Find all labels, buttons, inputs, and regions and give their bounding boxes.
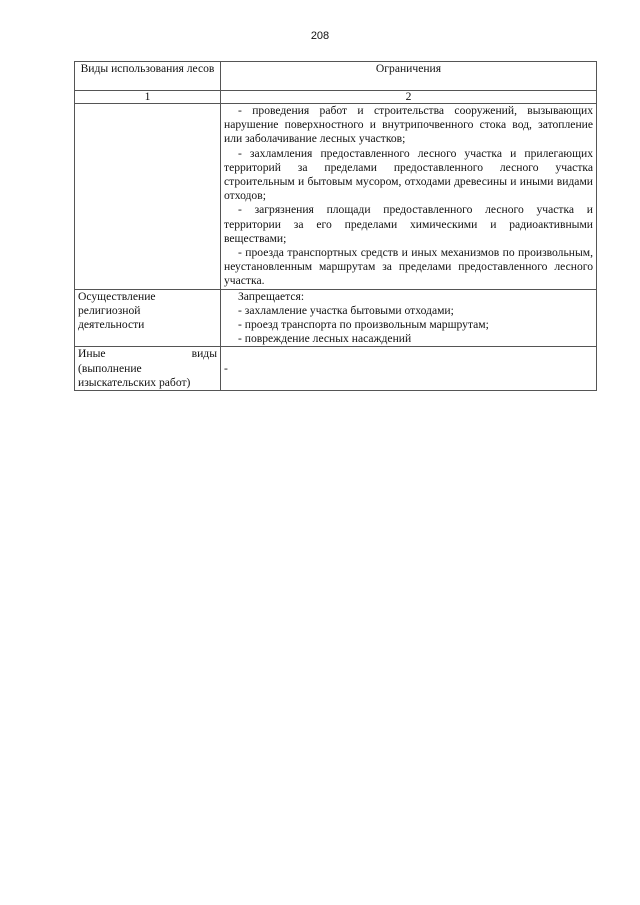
header-restrictions: Ограничения xyxy=(221,62,597,91)
header-forest-use-types: Виды использования лесов xyxy=(75,62,221,91)
forest-use-line: изыскательских работ) xyxy=(78,375,191,389)
restriction-line: - повреждение лесных насаждений xyxy=(238,332,412,346)
restriction-line: - захламление участка бытовыми отходами; xyxy=(238,303,454,317)
forest-use-line: деятельности xyxy=(78,318,145,332)
table-row xyxy=(75,289,597,347)
column-number-2: 2 xyxy=(221,91,597,104)
forest-use-cell xyxy=(75,104,221,290)
forest-use-line: религиозной xyxy=(78,303,141,317)
restrictions-cell xyxy=(221,347,597,391)
table-row xyxy=(75,347,597,391)
forest-use-line: Осуществление xyxy=(78,289,156,303)
page-number: 208 xyxy=(310,30,330,42)
forest-use-line: Иные виды xyxy=(78,347,217,361)
forest-use-cell xyxy=(75,289,221,347)
restriction-paragraph: - проезда транспортных средств и иных механизмов по произвольным, неустановленным маршрутам за пределами предоставленного лесного участка. xyxy=(224,246,593,288)
restrictions-cell xyxy=(221,104,597,290)
restriction-value: - xyxy=(224,361,228,375)
restriction-paragraph: - проведения работ и строительства сооружений, вызывающих нарушение поверхностного и внутрипочвенного стока вод, затопление или заболачивание лесных участков; xyxy=(224,104,593,146)
forest-use-cell xyxy=(75,347,221,391)
table-header-row xyxy=(75,62,597,91)
restriction-paragraph: - захламления предоставленного лесного участка и прилегающих территорий за пределами предоставленного лесного участка строительным и бытовым мусором, отходами древесины и иными видами отходов; xyxy=(224,146,593,203)
restrictions-table xyxy=(74,61,597,391)
forest-use-line: (выполнение xyxy=(78,361,142,375)
column-number-1: 1 xyxy=(75,91,221,104)
table-row xyxy=(75,104,597,290)
column-number-row xyxy=(75,91,597,104)
restriction-line: Запрещается: xyxy=(238,289,305,303)
restriction-paragraph: - загрязнения площади предоставленного лесного участка и территории за его пределами химическими и радиоактивными веществами; xyxy=(224,203,593,245)
restriction-line: - проезд транспорта по произвольным маршрутам; xyxy=(238,318,489,332)
restrictions-cell xyxy=(221,289,597,347)
